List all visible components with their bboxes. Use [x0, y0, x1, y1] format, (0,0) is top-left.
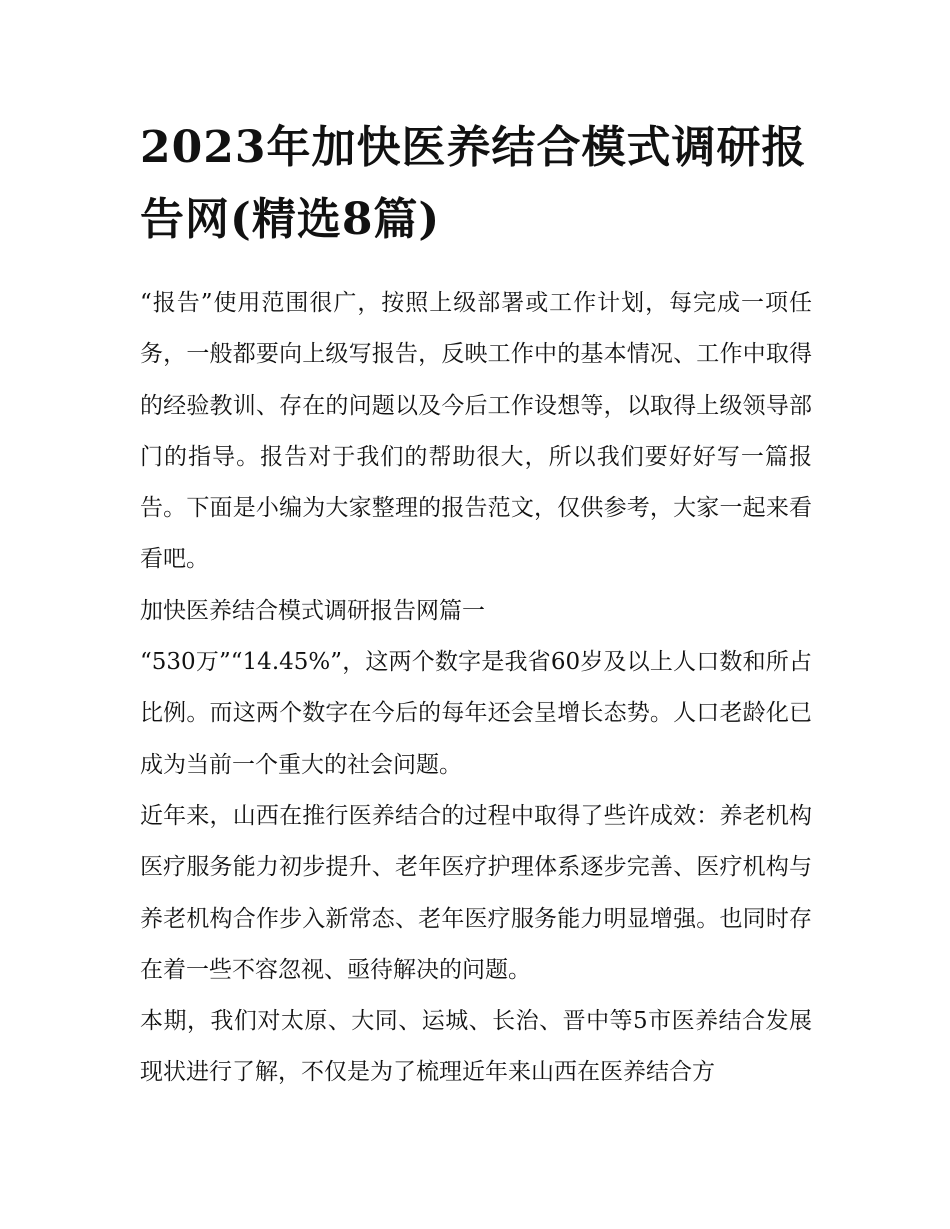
body-paragraph: “530万”“14.45%”，这两个数字是我省60岁及以上人口数和所占比例。而这两个数字在今后的每年还会呈增长态势。人口老龄化已成为当前一个重大的社会问题。: [140, 649, 812, 778]
body-paragraph: 近年来，山西在推行医养结合的过程中取得了些许成效：养老机构医疗服务能力初步提升、老年医疗护理体系逐步完善、医疗机构与养老机构合作步入新常态、老年医疗服务能力明显增强。也同时存在着一些不容忽视、亟待解决的问题。: [140, 802, 812, 983]
document-page: [140, 112, 812, 1099]
document-title: 2023年加快医养结合模式调研报告网(精选8篇): [140, 122, 807, 245]
body-paragraph: 本期，我们对太原、大同、运城、长治、晋中等5市医养结合发展现状进行了解，不仅是为了梳理近年来山西在医养结合方: [140, 1008, 812, 1086]
intro-paragraph: “报告”使用范围很广，按照上级部署或工作计划，每完成一项任务，一般都要向上级写报告，反映工作中的基本情况、工作中取得的经验教训、存在的问题以及今后工作设想等，以取得上级领导部门的指导。报告对于我们的帮助很大，所以我们要好好写一篇报告。下面是小编为大家整理的报告范文，仅供参考，大家一起来看看吧。: [140, 290, 812, 573]
section-heading: 加快医养结合模式调研报告网篇一: [140, 597, 485, 624]
